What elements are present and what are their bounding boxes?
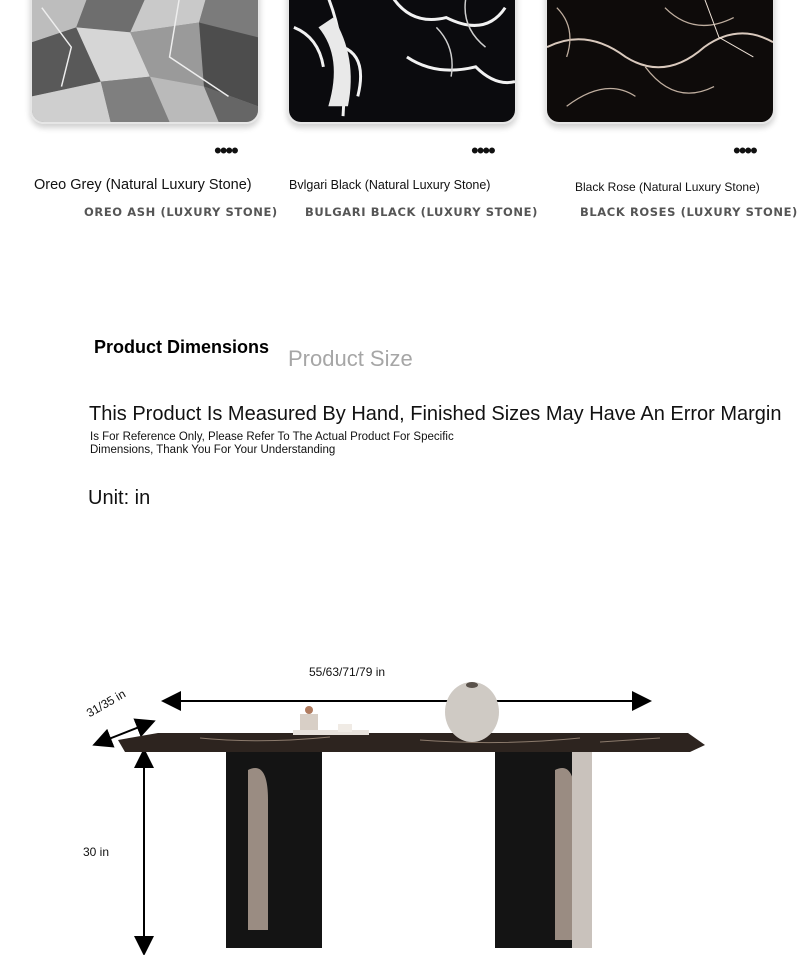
table-leg-left <box>226 752 322 948</box>
swatch-oreo-grey[interactable] <box>30 0 260 124</box>
section-title: Product Dimensions <box>94 337 270 357</box>
width-label: 55/63/71/79 in <box>309 665 386 679</box>
bvlgari-black-texture <box>289 0 515 122</box>
measurement-notice: This Product Is Measured By Hand, Finished Sizes May Have An Error Margin <box>89 403 782 425</box>
section-subtitle: Product Size <box>288 346 413 371</box>
material-caption-oreo: OREO ASH (LUXURY STONE) <box>84 205 278 219</box>
material-name-black-rose: Black Rose (Natural Luxury Stone) <box>575 180 760 194</box>
swatch-black-rose[interactable] <box>545 0 775 124</box>
black-rose-texture <box>547 0 773 122</box>
table-top <box>118 733 705 752</box>
material-caption-black-rose: BLACK ROSES (LUXURY STONE) <box>580 205 798 219</box>
height-label: 30 in <box>83 845 110 859</box>
material-name-oreo: Oreo Grey (Natural Luxury Stone) <box>34 177 252 193</box>
depth-label: 31/35 in <box>84 686 128 721</box>
unit-label: Unit: in <box>88 487 151 509</box>
reference-note: Is For Reference Only, Please Refer To The Actual Product For Specific Dimensions, Thank You For Your Understanding <box>90 431 454 456</box>
swatch-bvlgari-black[interactable] <box>287 0 517 124</box>
material-name-bvlgari: Bvlgari Black (Natural Luxury Stone) <box>289 178 491 192</box>
decor-object <box>300 714 318 730</box>
more-options-bvlgari[interactable]: •••• <box>471 138 494 163</box>
more-options-oreo[interactable]: •••• <box>214 138 237 163</box>
oreo-grey-texture <box>32 0 258 122</box>
material-caption-bvlgari: BULGARI BLACK (LUXURY STONE) <box>305 205 538 219</box>
more-options-black-rose[interactable]: •••• <box>733 138 756 163</box>
vase <box>445 682 499 742</box>
